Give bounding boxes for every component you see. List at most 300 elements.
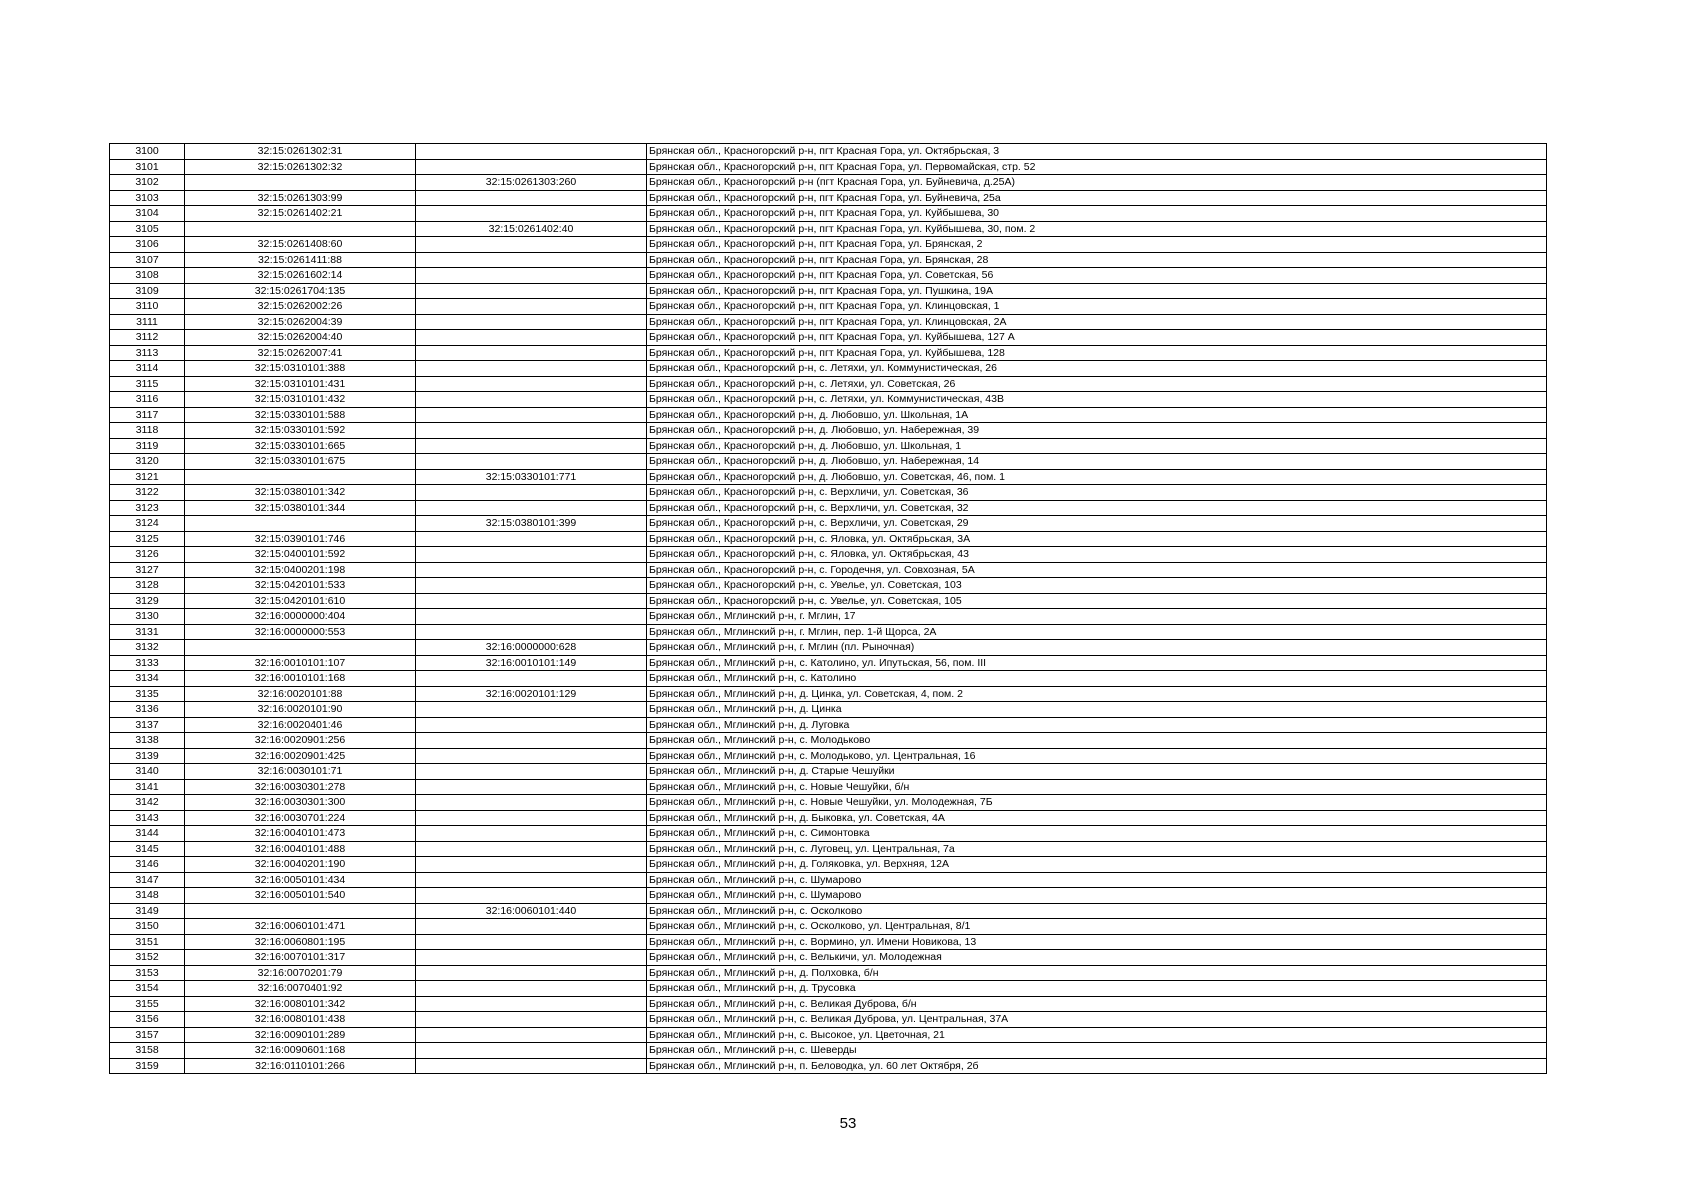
address-cell: Брянская обл., Красногорский р-н, пгт Красная Гора, ул. Брянская, 2 [647, 237, 1547, 253]
cadastral-number-cell: 32:15:0262002:26 [185, 299, 416, 315]
table-row [110, 795, 1547, 811]
secondary-cadastral-number-cell [416, 144, 647, 160]
row-number-cell: 3128 [110, 578, 185, 594]
secondary-cadastral-number-cell [416, 345, 647, 361]
secondary-cadastral-number-cell [416, 330, 647, 346]
cadastral-number-cell: 32:15:0262007:41 [185, 345, 416, 361]
cadastral-number-cell: 32:16:0070201:79 [185, 965, 416, 981]
secondary-cadastral-number-cell [416, 206, 647, 222]
table-row [110, 500, 1547, 516]
cadastral-number-cell: 32:15:0380101:342 [185, 485, 416, 501]
table-row [110, 1058, 1547, 1074]
cadastral-number-cell: 32:16:0010101:107 [185, 655, 416, 671]
table-row [110, 516, 1547, 532]
address-cell: Брянская обл., Красногорский р-н, пгт Красная Гора, ул. Куйбышева, 30, пом. 2 [647, 221, 1547, 237]
row-number-cell: 3129 [110, 593, 185, 609]
table-row [110, 190, 1547, 206]
row-number-cell: 3130 [110, 609, 185, 625]
table-row [110, 609, 1547, 625]
cadastral-number-cell: 32:15:0400101:592 [185, 547, 416, 563]
address-cell: Брянская обл., Мглинский р-н, с. Шеверды [647, 1043, 1547, 1059]
table-row [110, 981, 1547, 997]
row-number-cell: 3118 [110, 423, 185, 439]
secondary-cadastral-number-cell: 32:16:0060101:440 [416, 903, 647, 919]
cadastral-number-cell [185, 903, 416, 919]
table-row [110, 376, 1547, 392]
cadastral-number-cell: 32:15:0420101:610 [185, 593, 416, 609]
address-cell: Брянская обл., Мглинский р-н, с. Новые Чешуйки, б/н [647, 779, 1547, 795]
address-cell: Брянская обл., Мглинский р-н, с. Вормино, ул. Имени Новикова, 13 [647, 934, 1547, 950]
address-cell: Брянская обл., Мглинский р-н, д. Голяковка, ул. Верхняя, 12А [647, 857, 1547, 873]
cadastral-number-cell: 32:15:0262004:39 [185, 314, 416, 330]
table-row [110, 485, 1547, 501]
address-cell: Брянская обл., Красногорский р-н, с. Летяхи, ул. Коммунистическая, 43В [647, 392, 1547, 408]
table-row [110, 686, 1547, 702]
secondary-cadastral-number-cell [416, 237, 647, 253]
row-number-cell: 3145 [110, 841, 185, 857]
cadastral-number-cell: 32:16:0020101:90 [185, 702, 416, 718]
secondary-cadastral-number-cell: 32:15:0261303:260 [416, 175, 647, 191]
address-cell: Брянская обл., Красногорский р-н (пгт Красная Гора, ул. Буйневича, д.25А) [647, 175, 1547, 191]
table-row [110, 547, 1547, 563]
cadastral-number-cell: 32:15:0261411:88 [185, 252, 416, 268]
row-number-cell: 3137 [110, 717, 185, 733]
row-number-cell: 3111 [110, 314, 185, 330]
row-number-cell: 3159 [110, 1058, 185, 1074]
secondary-cadastral-number-cell [416, 717, 647, 733]
table-row [110, 423, 1547, 439]
secondary-cadastral-number-cell [416, 500, 647, 516]
row-number-cell: 3114 [110, 361, 185, 377]
address-cell: Брянская обл., Красногорский р-н, с. Яловка, ул. Октябрьская, 43 [647, 547, 1547, 563]
row-number-cell: 3122 [110, 485, 185, 501]
table-row [110, 950, 1547, 966]
row-number-cell: 3133 [110, 655, 185, 671]
secondary-cadastral-number-cell [416, 810, 647, 826]
secondary-cadastral-number-cell: 32:15:0380101:399 [416, 516, 647, 532]
row-number-cell: 3150 [110, 919, 185, 935]
address-cell: Брянская обл., Красногорский р-н, пгт Красная Гора, ул. Куйбышева, 127 А [647, 330, 1547, 346]
secondary-cadastral-number-cell [416, 996, 647, 1012]
row-number-cell: 3105 [110, 221, 185, 237]
table-row [110, 903, 1547, 919]
table-row [110, 221, 1547, 237]
row-number-cell: 3112 [110, 330, 185, 346]
registry-table-body [110, 144, 1547, 1074]
table-row [110, 779, 1547, 795]
row-number-cell: 3148 [110, 888, 185, 904]
secondary-cadastral-number-cell [416, 159, 647, 175]
address-cell: Брянская обл., Красногорский р-н, пгт Красная Гора, ул. Клинцовская, 2А [647, 314, 1547, 330]
property-registry-table [109, 143, 1547, 1074]
table-row [110, 252, 1547, 268]
row-number-cell: 3142 [110, 795, 185, 811]
cadastral-number-cell: 32:15:0261302:32 [185, 159, 416, 175]
address-cell: Брянская обл., Красногорский р-н, с. Увелье, ул. Советская, 105 [647, 593, 1547, 609]
row-number-cell: 3151 [110, 934, 185, 950]
cadastral-number-cell: 32:15:0330101:665 [185, 438, 416, 454]
row-number-cell: 3152 [110, 950, 185, 966]
cadastral-number-cell [185, 469, 416, 485]
cadastral-number-cell: 32:15:0261302:31 [185, 144, 416, 160]
secondary-cadastral-number-cell [416, 609, 647, 625]
address-cell: Брянская обл., Мглинский р-н, с. Католино, ул. Ипутьская, 56, пом. III [647, 655, 1547, 671]
secondary-cadastral-number-cell [416, 376, 647, 392]
table-row [110, 872, 1547, 888]
table-row [110, 1027, 1547, 1043]
secondary-cadastral-number-cell [416, 547, 647, 563]
table-row [110, 531, 1547, 547]
table-row [110, 748, 1547, 764]
row-number-cell: 3144 [110, 826, 185, 842]
row-number-cell: 3120 [110, 454, 185, 470]
secondary-cadastral-number-cell [416, 361, 647, 377]
cadastral-number-cell: 32:15:0330101:588 [185, 407, 416, 423]
secondary-cadastral-number-cell [416, 950, 647, 966]
table-row [110, 562, 1547, 578]
cadastral-number-cell: 32:16:0010101:168 [185, 671, 416, 687]
cadastral-number-cell: 32:15:0310101:431 [185, 376, 416, 392]
secondary-cadastral-number-cell [416, 299, 647, 315]
secondary-cadastral-number-cell: 32:15:0261402:40 [416, 221, 647, 237]
row-number-cell: 3115 [110, 376, 185, 392]
cadastral-number-cell: 32:15:0310101:432 [185, 392, 416, 408]
table-row [110, 159, 1547, 175]
cadastral-number-cell: 32:16:0030301:300 [185, 795, 416, 811]
page-number: 53 [839, 1115, 857, 1132]
address-cell: Брянская обл., Мглинский р-н, с. Осколково [647, 903, 1547, 919]
address-cell: Брянская обл., Красногорский р-н, пгт Красная Гора, ул. Первомайская, стр. 52 [647, 159, 1547, 175]
row-number-cell: 3136 [110, 702, 185, 718]
cadastral-number-cell: 32:15:0330101:592 [185, 423, 416, 439]
address-cell: Брянская обл., Мглинский р-н, д. Луговка [647, 717, 1547, 733]
cadastral-number-cell: 32:15:0261408:60 [185, 237, 416, 253]
secondary-cadastral-number-cell [416, 795, 647, 811]
address-cell: Брянская обл., Красногорский р-н, д. Любовшо, ул. Советская, 46, пом. 1 [647, 469, 1547, 485]
secondary-cadastral-number-cell [416, 1012, 647, 1028]
cadastral-number-cell: 32:16:0030101:71 [185, 764, 416, 780]
secondary-cadastral-number-cell [416, 268, 647, 284]
address-cell: Брянская обл., Мглинский р-н, с. Велькичи, ул. Молодежная [647, 950, 1547, 966]
address-cell: Брянская обл., Красногорский р-н, пгт Красная Гора, ул. Советская, 56 [647, 268, 1547, 284]
address-cell: Брянская обл., Мглинский р-н, с. Молодьково, ул. Центральная, 16 [647, 748, 1547, 764]
secondary-cadastral-number-cell [416, 578, 647, 594]
cadastral-number-cell: 32:16:0020901:425 [185, 748, 416, 764]
address-cell: Брянская обл., Мглинский р-н, г. Мглин, 17 [647, 609, 1547, 625]
secondary-cadastral-number-cell [416, 314, 647, 330]
address-cell: Брянская обл., Красногорский р-н, д. Любовшо, ул. Набережная, 39 [647, 423, 1547, 439]
row-number-cell: 3110 [110, 299, 185, 315]
cadastral-number-cell: 32:16:0070101:317 [185, 950, 416, 966]
secondary-cadastral-number-cell [416, 981, 647, 997]
row-number-cell: 3158 [110, 1043, 185, 1059]
cadastral-number-cell: 32:15:0420101:533 [185, 578, 416, 594]
table-row [110, 841, 1547, 857]
row-number-cell: 3147 [110, 872, 185, 888]
row-number-cell: 3155 [110, 996, 185, 1012]
address-cell: Брянская обл., Мглинский р-н, д. Быковка, ул. Советская, 4А [647, 810, 1547, 826]
table-row [110, 314, 1547, 330]
address-cell: Брянская обл., Красногорский р-н, с. Летяхи, ул. Коммунистическая, 26 [647, 361, 1547, 377]
table-row [110, 640, 1547, 656]
table-row [110, 965, 1547, 981]
secondary-cadastral-number-cell [416, 671, 647, 687]
cadastral-number-cell: 32:16:0080101:438 [185, 1012, 416, 1028]
secondary-cadastral-number-cell [416, 779, 647, 795]
cadastral-number-cell: 32:16:0080101:342 [185, 996, 416, 1012]
cadastral-number-cell: 32:15:0262004:40 [185, 330, 416, 346]
row-number-cell: 3141 [110, 779, 185, 795]
row-number-cell: 3121 [110, 469, 185, 485]
row-number-cell: 3106 [110, 237, 185, 253]
table-row [110, 392, 1547, 408]
address-cell: Брянская обл., Мглинский р-н, с. Великая Дуброва, б/н [647, 996, 1547, 1012]
secondary-cadastral-number-cell [416, 562, 647, 578]
cadastral-number-cell: 32:15:0390101:746 [185, 531, 416, 547]
table-row [110, 717, 1547, 733]
address-cell: Брянская обл., Красногорский р-н, пгт Красная Гора, ул. Октябрьская, 3 [647, 144, 1547, 160]
table-row [110, 330, 1547, 346]
row-number-cell: 3126 [110, 547, 185, 563]
row-number-cell: 3153 [110, 965, 185, 981]
row-number-cell: 3109 [110, 283, 185, 299]
row-number-cell: 3140 [110, 764, 185, 780]
cadastral-number-cell: 32:15:0261303:99 [185, 190, 416, 206]
cadastral-number-cell: 32:16:0030301:278 [185, 779, 416, 795]
row-number-cell: 3154 [110, 981, 185, 997]
cadastral-number-cell: 32:15:0261402:21 [185, 206, 416, 222]
cadastral-number-cell: 32:16:0060101:471 [185, 919, 416, 935]
secondary-cadastral-number-cell [416, 764, 647, 780]
row-number-cell: 3117 [110, 407, 185, 423]
row-number-cell: 3119 [110, 438, 185, 454]
cadastral-number-cell [185, 640, 416, 656]
address-cell: Брянская обл., Мглинский р-н, д. Цинка [647, 702, 1547, 718]
table-row [110, 996, 1547, 1012]
table-row [110, 702, 1547, 718]
table-row [110, 361, 1547, 377]
cadastral-number-cell: 32:16:0050101:540 [185, 888, 416, 904]
row-number-cell: 3146 [110, 857, 185, 873]
secondary-cadastral-number-cell [416, 485, 647, 501]
cadastral-number-cell [185, 221, 416, 237]
cadastral-number-cell: 32:16:0040201:190 [185, 857, 416, 873]
table-row [110, 1012, 1547, 1028]
address-cell: Брянская обл., Мглинский р-н, д. Цинка, ул. Советская, 4, пом. 2 [647, 686, 1547, 702]
address-cell: Брянская обл., Мглинский р-н, с. Молодьково [647, 733, 1547, 749]
address-cell: Брянская обл., Красногорский р-н, с. Городечня, ул. Совхозная, 5А [647, 562, 1547, 578]
address-cell: Брянская обл., Мглинский р-н, г. Мглин, пер. 1-й Щорса, 2А [647, 624, 1547, 640]
cadastral-number-cell: 32:15:0310101:388 [185, 361, 416, 377]
cadastral-number-cell: 32:16:0040101:473 [185, 826, 416, 842]
secondary-cadastral-number-cell [416, 934, 647, 950]
table-row [110, 888, 1547, 904]
table-row [110, 857, 1547, 873]
address-cell: Брянская обл., Красногорский р-н, пгт Красная Гора, ул. Куйбышева, 30 [647, 206, 1547, 222]
cadastral-number-cell [185, 516, 416, 532]
secondary-cadastral-number-cell [416, 826, 647, 842]
address-cell: Брянская обл., Мглинский р-н, д. Старые Чешуйки [647, 764, 1547, 780]
cadastral-number-cell: 32:16:0110101:266 [185, 1058, 416, 1074]
address-cell: Брянская обл., Красногорский р-н, с. Увелье, ул. Советская, 103 [647, 578, 1547, 594]
address-cell: Брянская обл., Красногорский р-н, пгт Красная Гора, ул. Куйбышева, 128 [647, 345, 1547, 361]
cadastral-number-cell [185, 175, 416, 191]
row-number-cell: 3157 [110, 1027, 185, 1043]
table-row [110, 175, 1547, 191]
cadastral-number-cell: 32:15:0330101:675 [185, 454, 416, 470]
address-cell: Брянская обл., Мглинский р-н, д. Трусовка [647, 981, 1547, 997]
secondary-cadastral-number-cell: 32:16:0010101:149 [416, 655, 647, 671]
table-row [110, 655, 1547, 671]
address-cell: Брянская обл., Мглинский р-н, с. Католино [647, 671, 1547, 687]
address-cell: Брянская обл., Красногорский р-н, д. Любовшо, ул. Школьная, 1А [647, 407, 1547, 423]
row-number-cell: 3102 [110, 175, 185, 191]
secondary-cadastral-number-cell [416, 283, 647, 299]
secondary-cadastral-number-cell [416, 919, 647, 935]
secondary-cadastral-number-cell [416, 438, 647, 454]
address-cell: Брянская обл., Мглинский р-н, с. Великая Дуброва, ул. Центральная, 37А [647, 1012, 1547, 1028]
address-cell: Брянская обл., Красногорский р-н, пгт Красная Гора, ул. Клинцовская, 1 [647, 299, 1547, 315]
address-cell: Брянская обл., Красногорский р-н, д. Любовшо, ул. Школьная, 1 [647, 438, 1547, 454]
table-row [110, 733, 1547, 749]
address-cell: Брянская обл., Мглинский р-н, с. Шумарово [647, 872, 1547, 888]
table-row [110, 1043, 1547, 1059]
cadastral-number-cell: 32:15:0261704:135 [185, 283, 416, 299]
secondary-cadastral-number-cell [416, 872, 647, 888]
address-cell: Брянская обл., Мглинский р-н, с. Осколково, ул. Центральная, 8/1 [647, 919, 1547, 935]
secondary-cadastral-number-cell: 32:15:0330101:771 [416, 469, 647, 485]
row-number-cell: 3138 [110, 733, 185, 749]
address-cell: Брянская обл., Мглинский р-н, с. Луговец, ул. Центральная, 7а [647, 841, 1547, 857]
row-number-cell: 3131 [110, 624, 185, 640]
address-cell: Брянская обл., Красногорский р-н, с. Верхличи, ул. Советская, 36 [647, 485, 1547, 501]
secondary-cadastral-number-cell [416, 888, 647, 904]
secondary-cadastral-number-cell [416, 624, 647, 640]
table-row [110, 268, 1547, 284]
secondary-cadastral-number-cell [416, 1027, 647, 1043]
address-cell: Брянская обл., Мглинский р-н, с. Симонтовка [647, 826, 1547, 842]
row-number-cell: 3103 [110, 190, 185, 206]
table-row [110, 283, 1547, 299]
secondary-cadastral-number-cell [416, 252, 647, 268]
address-cell: Брянская обл., Красногорский р-н, пгт Красная Гора, ул. Пушкина, 19А [647, 283, 1547, 299]
table-row [110, 237, 1547, 253]
row-number-cell: 3104 [110, 206, 185, 222]
cadastral-number-cell: 32:16:0020101:88 [185, 686, 416, 702]
table-row [110, 299, 1547, 315]
table-row [110, 934, 1547, 950]
cadastral-number-cell: 32:15:0380101:344 [185, 500, 416, 516]
address-cell: Брянская обл., Красногорский р-н, д. Любовшо, ул. Набережная, 14 [647, 454, 1547, 470]
secondary-cadastral-number-cell [416, 965, 647, 981]
table-row [110, 671, 1547, 687]
row-number-cell: 3123 [110, 500, 185, 516]
secondary-cadastral-number-cell: 32:16:0020101:129 [416, 686, 647, 702]
secondary-cadastral-number-cell [416, 190, 647, 206]
address-cell: Брянская обл., Мглинский р-н, д. Полховка, б/н [647, 965, 1547, 981]
row-number-cell: 3143 [110, 810, 185, 826]
table-row [110, 469, 1547, 485]
address-cell: Брянская обл., Красногорский р-н, пгт Красная Гора, ул. Буйневича, 25а [647, 190, 1547, 206]
address-cell: Брянская обл., Мглинский р-н, п. Беловодка, ул. 60 лет Октября, 2б [647, 1058, 1547, 1074]
row-number-cell: 3116 [110, 392, 185, 408]
secondary-cadastral-number-cell [416, 1043, 647, 1059]
cadastral-number-cell: 32:16:0020901:256 [185, 733, 416, 749]
cadastral-number-cell: 32:15:0261602:14 [185, 268, 416, 284]
table-row [110, 206, 1547, 222]
secondary-cadastral-number-cell [416, 857, 647, 873]
secondary-cadastral-number-cell [416, 733, 647, 749]
row-number-cell: 3156 [110, 1012, 185, 1028]
row-number-cell: 3101 [110, 159, 185, 175]
table-row [110, 624, 1547, 640]
cadastral-number-cell: 32:16:0020401:46 [185, 717, 416, 733]
cadastral-number-cell: 32:16:0050101:434 [185, 872, 416, 888]
table-row [110, 438, 1547, 454]
cadastral-number-cell: 32:15:0400201:198 [185, 562, 416, 578]
cadastral-number-cell: 32:16:0090101:289 [185, 1027, 416, 1043]
row-number-cell: 3125 [110, 531, 185, 547]
cadastral-number-cell: 32:16:0040101:488 [185, 841, 416, 857]
secondary-cadastral-number-cell [416, 423, 647, 439]
secondary-cadastral-number-cell [416, 593, 647, 609]
table-row [110, 454, 1547, 470]
address-cell: Брянская обл., Красногорский р-н, с. Летяхи, ул. Советская, 26 [647, 376, 1547, 392]
address-cell: Брянская обл., Красногорский р-н, пгт Красная Гора, ул. Брянская, 28 [647, 252, 1547, 268]
secondary-cadastral-number-cell [416, 531, 647, 547]
address-cell: Брянская обл., Красногорский р-н, с. Яловка, ул. Октябрьская, 3А [647, 531, 1547, 547]
row-number-cell: 3127 [110, 562, 185, 578]
secondary-cadastral-number-cell [416, 392, 647, 408]
row-number-cell: 3107 [110, 252, 185, 268]
cadastral-number-cell: 32:16:0090601:168 [185, 1043, 416, 1059]
cadastral-number-cell: 32:16:0030701:224 [185, 810, 416, 826]
table-row [110, 345, 1547, 361]
table-row [110, 919, 1547, 935]
table-row [110, 826, 1547, 842]
secondary-cadastral-number-cell: 32:16:0000000:628 [416, 640, 647, 656]
address-cell: Брянская обл., Мглинский р-н, г. Мглин (пл. Рыночная) [647, 640, 1547, 656]
row-number-cell: 3134 [110, 671, 185, 687]
row-number-cell: 3124 [110, 516, 185, 532]
cadastral-number-cell: 32:16:0060801:195 [185, 934, 416, 950]
row-number-cell: 3135 [110, 686, 185, 702]
cadastral-number-cell: 32:16:0000000:553 [185, 624, 416, 640]
cadastral-number-cell: 32:16:0000000:404 [185, 609, 416, 625]
row-number-cell: 3113 [110, 345, 185, 361]
row-number-cell: 3139 [110, 748, 185, 764]
cadastral-number-cell: 32:16:0070401:92 [185, 981, 416, 997]
secondary-cadastral-number-cell [416, 407, 647, 423]
table-row [110, 407, 1547, 423]
secondary-cadastral-number-cell [416, 702, 647, 718]
table-row [110, 764, 1547, 780]
table-row [110, 810, 1547, 826]
row-number-cell: 3132 [110, 640, 185, 656]
row-number-cell: 3149 [110, 903, 185, 919]
table-row [110, 593, 1547, 609]
secondary-cadastral-number-cell [416, 748, 647, 764]
row-number-cell: 3108 [110, 268, 185, 284]
address-cell: Брянская обл., Мглинский р-н, с. Новые Чешуйки, ул. Молодежная, 7Б [647, 795, 1547, 811]
row-number-cell: 3100 [110, 144, 185, 160]
address-cell: Брянская обл., Мглинский р-н, с. Шумарово [647, 888, 1547, 904]
secondary-cadastral-number-cell [416, 1058, 647, 1074]
table-row [110, 578, 1547, 594]
secondary-cadastral-number-cell [416, 841, 647, 857]
address-cell: Брянская обл., Мглинский р-н, с. Высокое, ул. Цветочная, 21 [647, 1027, 1547, 1043]
address-cell: Брянская обл., Красногорский р-н, с. Верхличи, ул. Советская, 32 [647, 500, 1547, 516]
